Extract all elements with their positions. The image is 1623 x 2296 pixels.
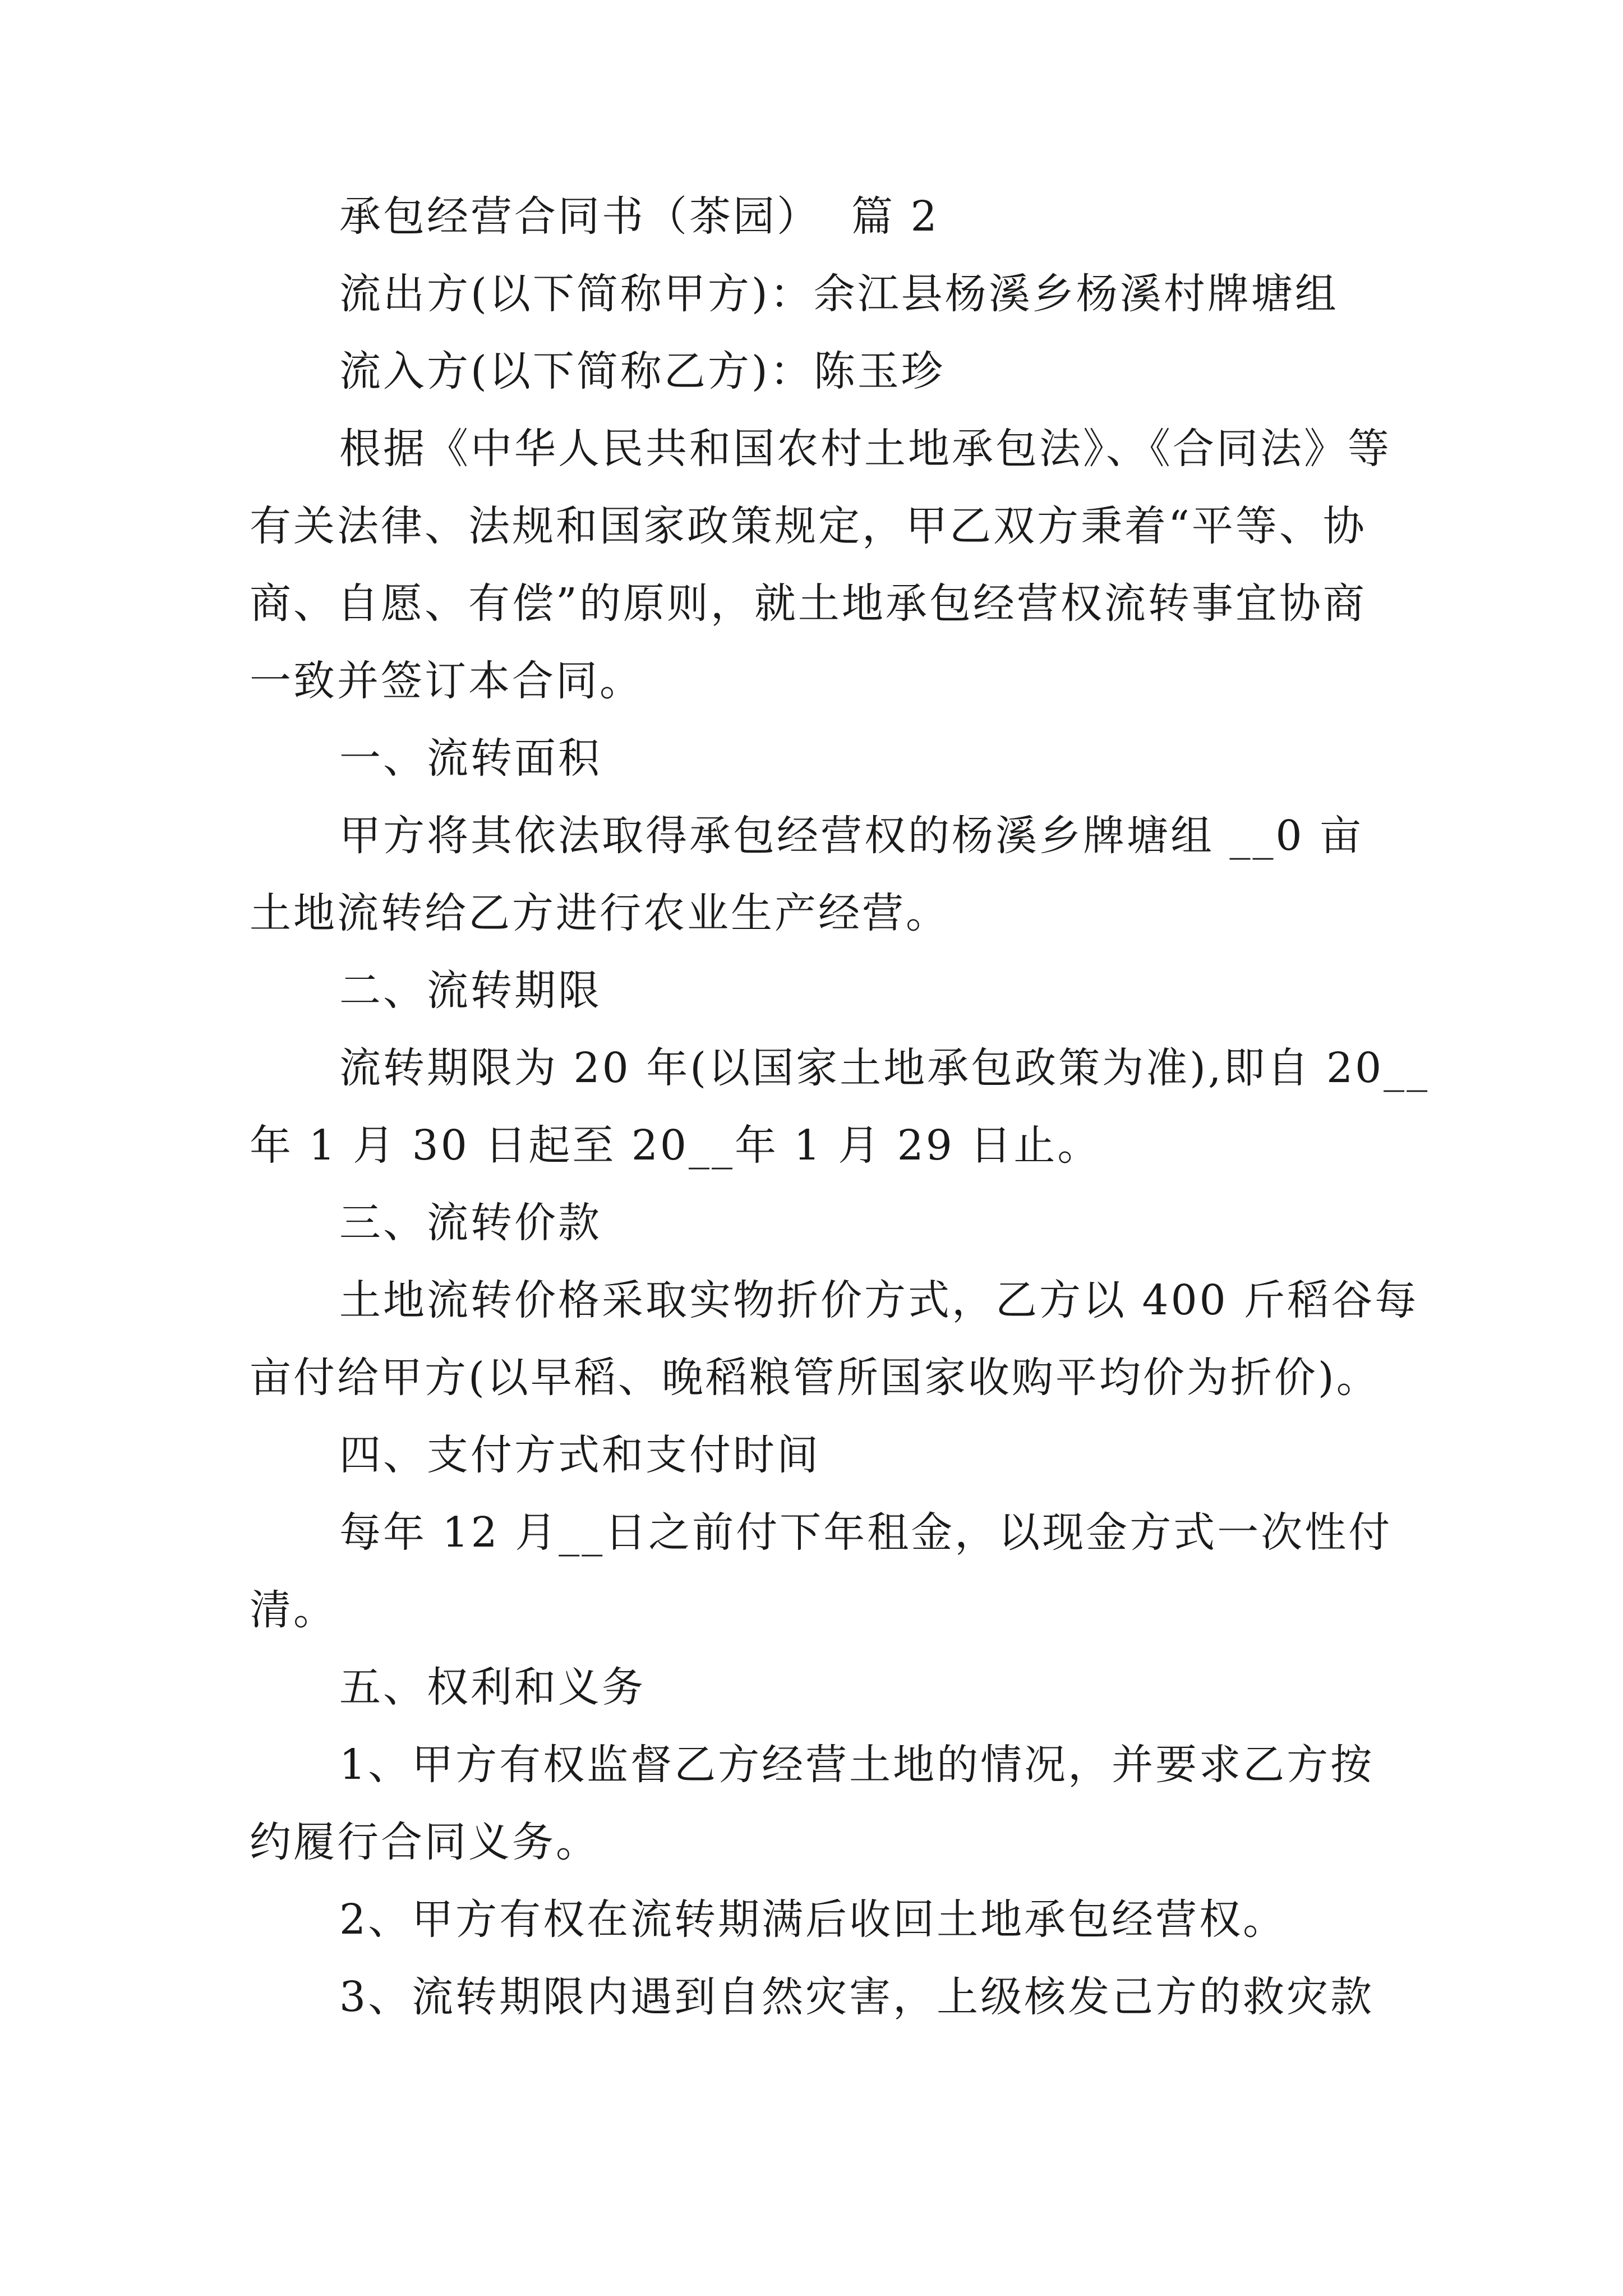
text-line: 约履行合同义务。 [250, 1818, 600, 1866]
party-a-line [250, 270, 1396, 318]
section-heading [250, 1431, 1396, 1479]
section-heading [250, 1199, 1396, 1247]
section-heading [250, 734, 1396, 783]
text-line: 流入方(以下简称乙方)：陈玉珍 [339, 347, 945, 395]
text-line: 亩付给甲方(以早稻、晚稻粮管所国家收购平均价为折价)。 [250, 1354, 1380, 1402]
section-heading [250, 967, 1396, 1015]
text-line: 土地流转给乙方进行农业生产经营。 [250, 889, 949, 937]
heading-line: 五、权利和义务 [339, 1663, 645, 1711]
text-line: 流转期限为 20 年(以国家土地承包政策为准),即自 20__ [339, 1044, 1430, 1092]
document-title [250, 192, 1396, 241]
title-line: 承包经营合同书（茶园） 篇 2 [339, 192, 939, 241]
text-line: 商、自愿、有偿”的原则，就土地承包经营权流转事宜协商 [250, 579, 1367, 628]
text-line: 年 1 月 30 日起至 20__年 1 月 29 日止。 [250, 1121, 1101, 1170]
text-line: 一致并签订本合同。 [250, 657, 643, 705]
text-line: 1、甲方有权监督乙方经营土地的情况，并要求乙方按 [339, 1741, 1375, 1789]
section-paragraph [250, 812, 1396, 937]
clause-paragraph [250, 1741, 1396, 1866]
text-line: 土地流转价格采取实物折价方式，乙方以 400 斤稻谷每 [339, 1276, 1419, 1324]
text-line: 甲方将其依法取得承包经营权的杨溪乡牌塘组 __0 亩 [339, 812, 1364, 860]
text-line: 每年 12 月__日之前付下年租金，以现金方式一次性付 [339, 1508, 1393, 1557]
heading-line: 一、流转面积 [339, 734, 602, 783]
section-paragraph [250, 1044, 1430, 1170]
heading-line: 二、流转期限 [339, 967, 602, 1015]
text-line: 根据《中华人民共和国农村土地承包法》、《合同法》等 [339, 425, 1391, 473]
section-paragraph [250, 1508, 1396, 1634]
party-b-line [250, 347, 1396, 395]
text-line: 清。 [250, 1586, 337, 1634]
preamble-paragraph [250, 425, 1396, 705]
clause-paragraph [250, 1895, 1396, 1944]
section-heading [250, 1663, 1396, 1711]
section-paragraph [250, 1276, 1419, 1402]
heading-line: 四、支付方式和支付时间 [339, 1431, 820, 1479]
document-body [250, 192, 1430, 2055]
heading-line: 三、流转价款 [339, 1199, 602, 1247]
text-line: 3、流转期限内遇到自然灾害，上级核发己方的救灾款 [339, 1973, 1375, 2021]
clause-paragraph [250, 1973, 1396, 2021]
text-line: 流出方(以下简称甲方)：余江县杨溪乡杨溪村牌塘组 [339, 270, 1339, 318]
text-line: 2、甲方有权在流转期满后收回土地承包经营权。 [339, 1895, 1287, 1944]
text-line: 有关法律、法规和国家政策规定，甲乙双方秉着“平等、协 [250, 502, 1367, 550]
